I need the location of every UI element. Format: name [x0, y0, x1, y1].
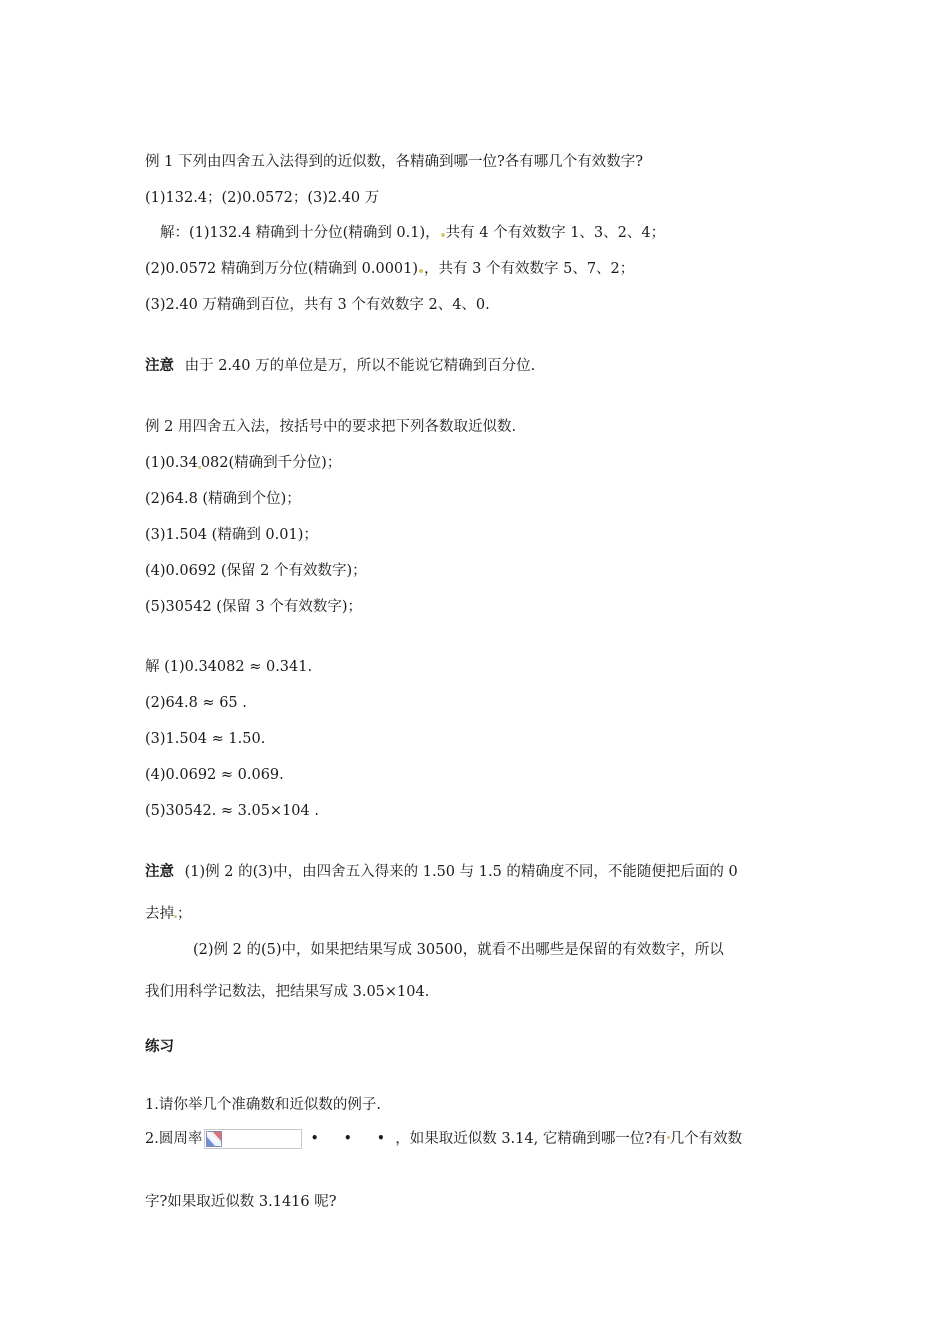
- note-2-line-2: [145, 904, 192, 924]
- example1-items: (1)132.4；(2)0.0572；(3)2.40 万: [145, 190, 380, 206]
- ellipsis-dots: • • •: [310, 1131, 396, 1147]
- solution2-a4: (4)0.0692 ≈ 0.069.: [145, 767, 284, 783]
- practice-heading: 练习: [145, 1039, 174, 1055]
- solution-1-part-a: 解：(1)132.4 精确到十分位(精确到 0.1)，: [160, 225, 440, 241]
- practice-q2-part-a: 2.圆周率: [145, 1131, 203, 1147]
- solution2-a5: (5)30542. ≈ 3.05×104 .: [145, 803, 319, 819]
- example2-q3: (3)1.504 (精确到 0.01)；: [145, 527, 318, 543]
- note-2-text-2-cont: 我们用科学记数法，把结果写成 3.05×104.: [145, 984, 430, 1000]
- example1-solution-2: [145, 259, 634, 279]
- solution-1-part-b: 共有 4 个有效数字 1、3、2、4；: [445, 225, 666, 241]
- note-2-text-1-end: ；: [177, 906, 192, 922]
- solution2-a3: (3)1.504 ≈ 1.50.: [145, 731, 266, 747]
- note-2-line-1: [145, 862, 738, 882]
- practice-q2-part-c: 几个有效数: [669, 1131, 743, 1147]
- edit-marker-icon: [441, 233, 445, 237]
- broken-image-icon: [206, 1131, 222, 1147]
- note-2-text-1-cont: 去掉: [145, 906, 174, 922]
- example2-q2: (2)64.8 (精确到个位)；: [145, 491, 301, 507]
- note-2-text-2: (2)例 2 的(5)中，如果把结果写成 30500，就看不出哪些是保留的有效数字，所以: [193, 942, 724, 958]
- q1-part-a: (1)0.34: [145, 455, 198, 471]
- note-2-label: 注意: [145, 864, 174, 880]
- edit-marker-icon: [419, 269, 423, 273]
- note-1-label: 注意: [145, 358, 174, 374]
- note-1-text: 由于 2.40 万的单位是万，所以不能说它精确到百分位.: [184, 358, 536, 374]
- example2-q5: (5)30542 (保留 3 个有效数字)；: [145, 599, 363, 615]
- solution2-a2: (2)64.8 ≈ 65 .: [145, 695, 247, 711]
- note-2-text-1: (1)例 2 的(3)中，由四舍五入得来的 1.50 与 1.5 的精确度不同，不能随便把后面的 0: [184, 864, 738, 880]
- example2-title: 例 2 用四舍五入法，按括号中的要求把下列各数取近似数.: [145, 419, 517, 435]
- solution-2-part-a: (2)0.0572 精确到万分位(精确到 0.0001): [145, 261, 419, 277]
- broken-image-placeholder: [204, 1129, 302, 1149]
- note-1: [145, 356, 535, 376]
- practice-q2-part-b: ，如果取近似数 3.14, 它精确到哪一位?有: [395, 1131, 667, 1147]
- practice-q1: 1.请你举几个准确数和近似数的例子.: [145, 1097, 381, 1113]
- example1-solution-1: [160, 223, 665, 243]
- q1-part-b: 082(精确到千分位)；: [200, 455, 342, 471]
- practice-q2: [145, 1128, 742, 1150]
- example2-q1: [145, 453, 341, 473]
- example1-solution-3: (3)2.40 万精确到百位，共有 3 个有效数字 2、4、0.: [145, 297, 490, 313]
- practice-q2-cont: 字?如果取近似数 3.1416 呢?: [145, 1194, 337, 1210]
- example1-title: 例 1 下列由四舍五入法得到的近似数，各精确到哪一位?各有哪几个有效数字?: [145, 154, 643, 170]
- example2-q4: (4)0.0692 (保留 2 个有效数字)；: [145, 563, 367, 579]
- solution2-a1: 解 (1)0.34082 ≈ 0.341.: [145, 659, 313, 675]
- solution-2-part-b: ，共有 3 个有效数字 5、7、2；: [424, 261, 635, 277]
